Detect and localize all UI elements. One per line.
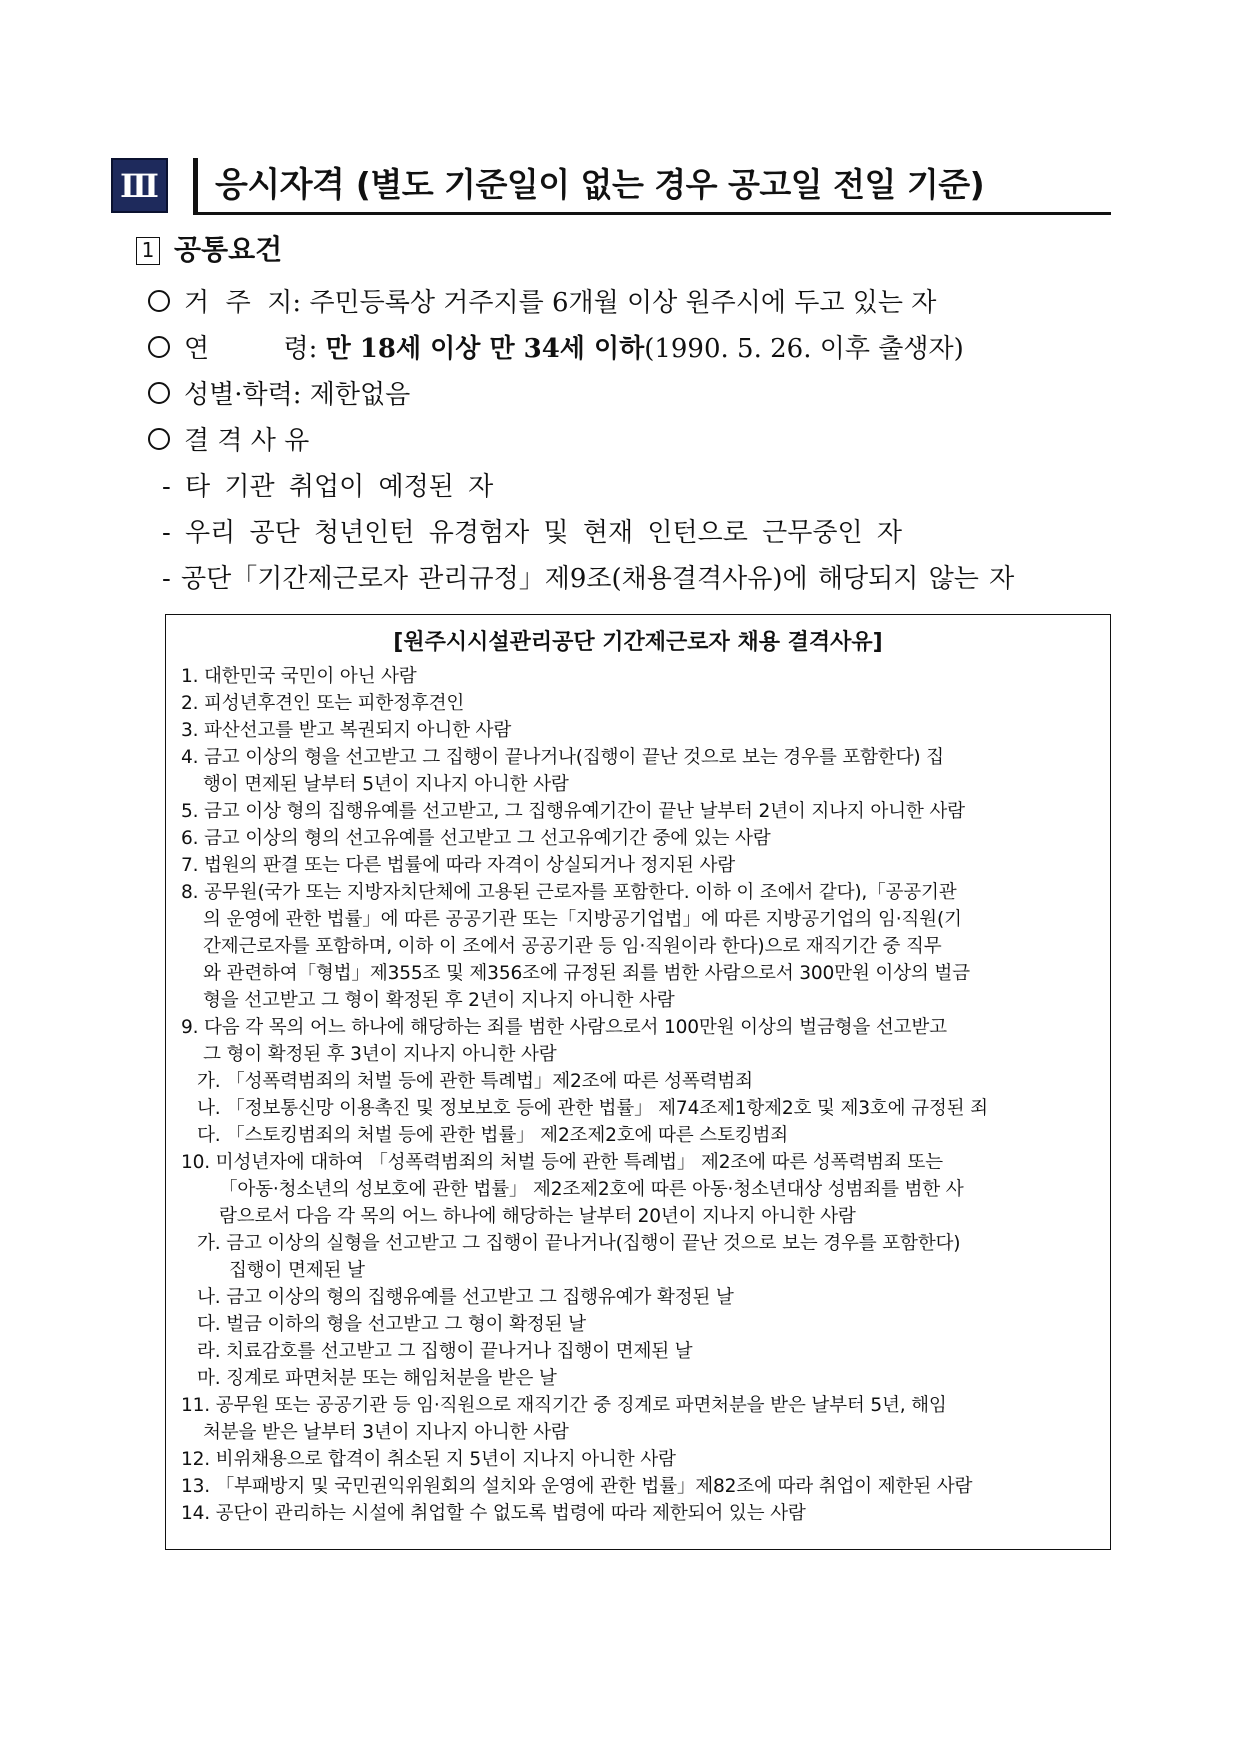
disqualification-item: - 우리 공단 청년인턴 유경험자 및 현재 인턴으로 근무중인 자 [162,518,902,548]
circle-bullet-icon [148,428,170,450]
age-value-bold: 만 18세 이상 만 34세 이하 [325,334,645,364]
subsection-number: 1 [136,237,160,265]
box-line: 4. 금고 이상의 형을 선고받고 그 집행이 끝나거나(집행이 끝난 것으로 보는 경우를 포함한다) 집 [181,747,944,768]
gender-value: 제한없음 [309,380,411,410]
box-line: 나. 금고 이상의 형의 집행유예를 선고받고 그 집행유예가 확정된 날 [197,1287,734,1308]
section-title-sub: (별도 기준일이 없는 경우 공고일 전일 기준) [355,165,985,204]
section-title-main: 응시자격 [215,165,345,205]
gender-label: 성별·학력: [184,380,302,410]
requirements-list [148,280,1088,602]
disqualification-box [165,614,1111,1550]
disqualification-item: - 공단「기간제근로자 관리규정」제9조(채용결격사유)에 해당되지 않는 자 [162,564,1015,594]
box-line: 2. 피성년후견인 또는 피한정후견인 [181,693,465,714]
box-line: 와 관련하여「형법」제355조 및 제356조에 규정된 죄를 범한 사람으로서 300만원 이상의 벌금 [203,963,970,984]
box-line: 5. 금고 이상 형의 집행유예를 선고받고, 그 집행유예기간이 끝난 날부터 2년이 지나지 아니한 사람 [181,801,965,822]
box-line: 가. 금고 이상의 실형을 선고받고 그 집행이 끝나거나(집행이 끝난 것으로 보는 경우를 포함한다) [197,1233,961,1254]
box-line: 라. 치료감호를 선고받고 그 집행이 끝나거나 집행이 면제된 날 [197,1341,693,1362]
circle-bullet-icon [148,290,170,312]
box-line: 마. 징계로 파면처분 또는 해임처분을 받은 날 [197,1368,557,1389]
circle-bullet-icon [148,382,170,404]
box-line: 9. 다음 각 목의 어느 하나에 해당하는 죄를 범한 사람으로서 100만원 이상의 벌금형을 선고받고 [181,1017,947,1038]
box-line: 나. 「정보통신망 이용촉진 및 정보보호 등에 관한 법률」 제74조제1항제2호 및 제3호에 규정된 죄 [197,1098,988,1119]
section-title [215,160,984,210]
title-divider-bar [193,158,198,214]
box-line: 의 운영에 관한 법률」에 따른 공공기관 또는「지방공기업법」에 따른 지방공기업의 임·직원(기 [203,909,962,930]
residence-value: 주민등록상 거주지를 6개월 이상 원주시에 두고 있는 자 [309,288,937,318]
section-header [111,158,1111,216]
box-line: 람으로서 다음 각 목의 어느 하나에 해당하는 날부터 20년이 지나지 아니한 사람 [219,1206,856,1227]
box-line: 형을 선고받고 그 형이 확정된 후 2년이 지나지 아니한 사람 [203,990,675,1011]
box-line: 행이 면제된 날부터 5년이 지나지 아니한 사람 [203,774,569,795]
requirement-disqualification [148,418,1088,464]
section-number-badge: Ⅲ [111,158,168,213]
box-line: 12. 비위채용으로 합격이 취소된 지 5년이 지나지 아니한 사람 [181,1449,676,1470]
requirement-residence [148,280,1088,326]
box-title: [원주시시설관리공단 기간제근로자 채용 결격사유] [393,630,883,655]
box-line: 6. 금고 이상의 형의 선고유예를 선고받고 그 선고유예기간 중에 있는 사람 [181,828,771,849]
circle-bullet-icon [148,336,170,358]
box-body [181,663,1099,1527]
age-label: 연 령: [184,334,318,364]
box-line: 3. 파산선고를 받고 복권되지 아니한 사람 [181,720,512,741]
box-line: 14. 공단이 관리하는 시설에 취업할 수 없도록 법령에 따라 제한되어 있는 사람 [181,1503,806,1524]
disqualification-label: 결 격 사 유 [184,426,310,456]
box-line: 7. 법원의 판결 또는 다른 법률에 따라 자격이 상실되거나 정지된 사람 [181,855,736,876]
box-line: 11. 공무원 또는 공공기관 등 임·직원으로 재직기간 중 징계로 파면처분을 받은 날부터 5년, 해임 [181,1395,947,1416]
requirement-age [148,326,1088,372]
box-line: 「아동·청소년의 성보호에 관한 법률」 제2조제2호에 따른 아동·청소년대상 성범죄를 범한 사 [219,1179,964,1200]
requirement-gender [148,372,1088,418]
subsection-heading [136,230,282,270]
subsection-title: 공통요건 [174,233,283,266]
box-line: 가. 「성폭력범죄의 처벌 등에 관한 특례법」제2조에 따른 성폭력범죄 [197,1071,753,1092]
age-value-rest: (1990. 5. 26. 이후 출생자) [644,334,964,364]
box-line: 처분을 받은 날부터 3년이 지나지 아니한 사람 [203,1422,569,1443]
residence-label: 거 주 지: [184,288,302,318]
box-line: 그 형이 확정된 후 3년이 지나지 아니한 사람 [203,1044,557,1065]
box-line: 1. 대한민국 국민이 아닌 사람 [181,666,417,687]
box-line: 10. 미성년자에 대하여 「성폭력범죄의 처벌 등에 관한 특례법」 제2조에 따른 성폭력범죄 또는 [181,1152,943,1173]
box-line: 13. 「부패방지 및 국민권익위원회의 설치와 운영에 관한 법률」제82조에 따라 취업이 제한된 사람 [181,1476,973,1497]
disqualification-item: - 타 기관 취업이 예정된 자 [162,472,494,502]
box-line: 집행이 면제된 날 [229,1260,365,1281]
box-line: 간제근로자를 포함하며, 이하 이 조에서 공공기관 등 임·직원이라 한다)으로 재직기간 중 직무 [203,936,942,957]
box-line: 다. 「스토킹범죄의 처벌 등에 관한 법률」 제2조제2호에 따른 스토킹범죄 [197,1125,789,1146]
box-line: 다. 벌금 이하의 형을 선고받고 그 형이 확정된 날 [197,1314,586,1335]
title-underline [193,212,1111,215]
box-line: 8. 공무원(국가 또는 지방자치단체에 고용된 근로자를 포함한다. 이하 이 조에서 같다),「공공기관 [181,882,957,903]
